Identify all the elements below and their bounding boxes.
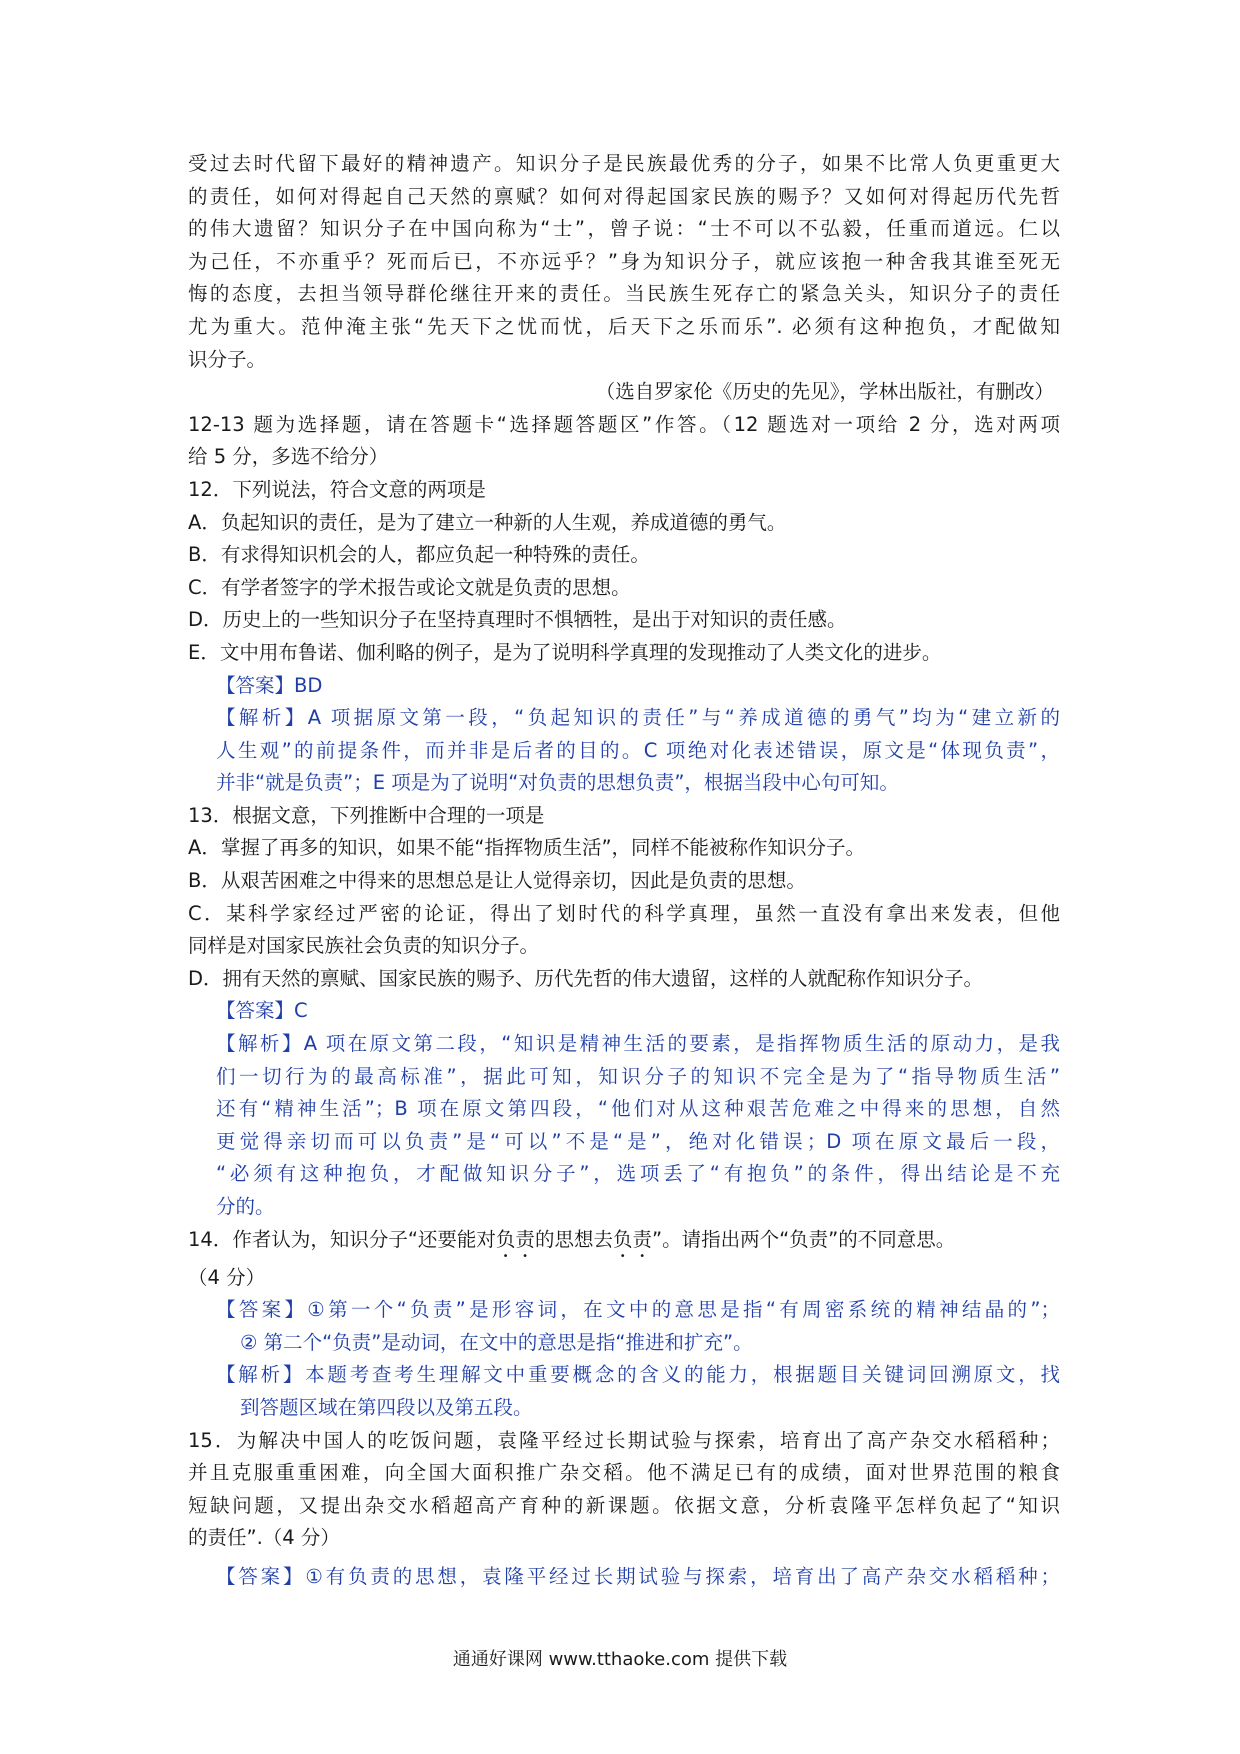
option-d: D．拥有天然的禀赋、国家民族的赐予、历代先哲的伟大遗留，这样的人就配称作知识分子。 — [188, 966, 984, 990]
analysis-line: 分的。 — [216, 1195, 275, 1218]
analysis-line: 们一切行为的最高标准”，据此可知，知识分子的知识不完全是为了“指导物质生活” — [216, 1064, 1060, 1088]
option-a: A．负起知识的责任，是为了建立一种新的人生观，养成道德的勇气。 — [188, 510, 787, 534]
option-c: C．某科学家经过严密的论证，得出了划时代的科学真理，虽然一直没有拿出来发表，但他 — [188, 901, 1060, 925]
instruction-line: 给 5 分，多选不给分） — [188, 445, 389, 469]
option-d: D．历史上的一些知识分子在坚持真理时不惧牺牲，是出于对知识的责任感。 — [188, 608, 847, 632]
question-stem: 12．下列说法，符合文意的两项是 — [188, 477, 486, 501]
passage-line: 悔的态度，去担当领导群伦继往开来的责任。当民族生死存亡的紧急关头，知识分子的责任 — [188, 282, 1060, 306]
analysis-line: 还有“精神生活”；B 项在原文第四段，“他们对从这种艰苦危难之中得来的思想，自然 — [216, 1097, 1060, 1121]
stem-part: 14．作者认为，知识分子“还要能对 — [188, 1227, 496, 1251]
passage-line: 受过去时代留下最好的精神遗产。知识分子是民族最优秀的分子，如果不比常人负更重更大 — [188, 152, 1060, 175]
question-14 — [188, 1224, 1060, 1425]
passage — [188, 148, 1060, 409]
question-stem: 13．根据文意，下列推断中合理的一项是 — [188, 803, 545, 827]
passage-line: 为己任，不亦重乎？死而后已，不亦远乎？”身为知识分子，就应该抱一种舍我其谁至死无 — [188, 249, 1060, 273]
answer: 【答案】BD — [216, 673, 323, 697]
answer-line: 【答案】①有负责的思想，袁隆平经过长期试验与探索，培育出了高产杂交水稻稻种； — [216, 1564, 1060, 1588]
stem-part: ”。请指出两个“负责”的不同意思。 — [651, 1227, 956, 1251]
instruction-line: 12-13 题为选择题，请在答题卡“选择题答题区”作答。（12 题选对一项给 2 分，选对两项 — [188, 412, 1060, 436]
passage-line: 的责任，如何对得起自己天然的禀赋？如何对得起国家民族的赐予？又如何对得起历代先哲 — [188, 184, 1060, 208]
document-page — [188, 148, 1060, 1594]
analysis-line: 更觉得亲切而可以负责”是“可以”不是“是”，绝对化错误；D 项在原文最后一段， — [216, 1129, 1060, 1153]
question-stem: 的责任”.（4 分） — [188, 1526, 340, 1550]
analysis-line: 【解析】A 项据原文第一段，“负起知识的责任”与“养成道德的勇气”均为“建立新的 — [216, 706, 1060, 730]
option-c: C．有学者签字的学术报告或论文就是负责的思想。 — [188, 575, 631, 599]
question-stem: 短缺问题，又提出杂交水稻超高产育种的新课题。依据文意，分析袁隆平怎样负起了“知识 — [188, 1493, 1060, 1517]
analysis-line: 到答题区域在第四段以及第五段。 — [240, 1395, 533, 1419]
instruction — [188, 409, 1060, 474]
question-13 — [188, 800, 1060, 1224]
passage-source: （选自罗家伦《历史的先见》，学林出版社，有删改） — [595, 380, 1054, 404]
page-footer: 通通好课网 www.tthaoke.com 提供下载 — [452, 1649, 788, 1670]
question-stem — [188, 1224, 1060, 1262]
option-c-cont: 同样是对国家民族社会负责的知识分子。 — [188, 934, 540, 958]
emphasized-word: 负责 — [612, 1227, 652, 1251]
stem-part: 的思想去 — [534, 1227, 613, 1251]
option-a: A．掌握了再多的知识，如果不能“指挥物质生活”，同样不能被称作知识分子。 — [188, 836, 866, 860]
passage-line: 尤为重大。范仲淹主张“先天下之忧而忧，后天下之乐而乐”. 必须有这种抱负，才配做知 — [188, 314, 1060, 338]
option-e: E．文中用布鲁诺、伽利略的例子，是为了说明科学真理的发现推动了人类文化的进步。 — [188, 640, 942, 664]
passage-line: 识分子。 — [188, 347, 267, 371]
analysis-line: 【解析】本题考查考生理解文中重要概念的含义的能力，根据题目关键词回溯原文，找 — [216, 1363, 1060, 1387]
question-12 — [188, 474, 1060, 800]
emphasized-word: 负责 — [495, 1227, 535, 1251]
answer-line: ② 第二个“负责”是动词，在文中的意思是指“推进和扩充”。 — [240, 1330, 753, 1354]
option-b: B．有求得知识机会的人，都应负起一种特殊的责任。 — [188, 543, 650, 567]
question-stem: 并且克服重重困难，向全国大面积推广杂交稻。他不满足已有的成绩，面对世界范围的粮食 — [188, 1461, 1060, 1485]
passage-line: 的伟大遗留？知识分子在中国向称为“士”，曾子说：“士不可以不弘毅，任重而道远。仁以 — [188, 217, 1060, 241]
question-stem: 15．为解决中国人的吃饭问题，袁隆平经过长期试验与探索，培育出了高产杂交水稻稻种； — [188, 1428, 1060, 1452]
question-points: （4 分） — [188, 1265, 266, 1289]
analysis-line: “必须有这种抱负，才配做知识分子”，选项丢了“有抱负”的条件，得出结论是不充 — [216, 1162, 1060, 1186]
answer-line: 【答案】①第一个“负责”是形容词，在文中的意思是指“有周密系统的精神结晶的”； — [216, 1298, 1060, 1322]
answer: 【答案】C — [216, 999, 308, 1023]
analysis-line: 人生观”的前提条件，而并非是后者的目的。C 项绝对化表述错误，原文是“体现负责”， — [216, 738, 1060, 762]
analysis-line: 【解析】A 项在原文第二段，“知识是精神生活的要素，是指挥物质生活的原动力，是我 — [216, 1032, 1060, 1056]
question-15 — [188, 1425, 1060, 1594]
analysis-line: 并非“就是负责”；E 项是为了说明“对负责的思想负责”，根据当段中心句可知。 — [216, 771, 899, 795]
option-b: B．从艰苦困难之中得来的思想总是让人觉得亲切，因此是负责的思想。 — [188, 869, 806, 893]
